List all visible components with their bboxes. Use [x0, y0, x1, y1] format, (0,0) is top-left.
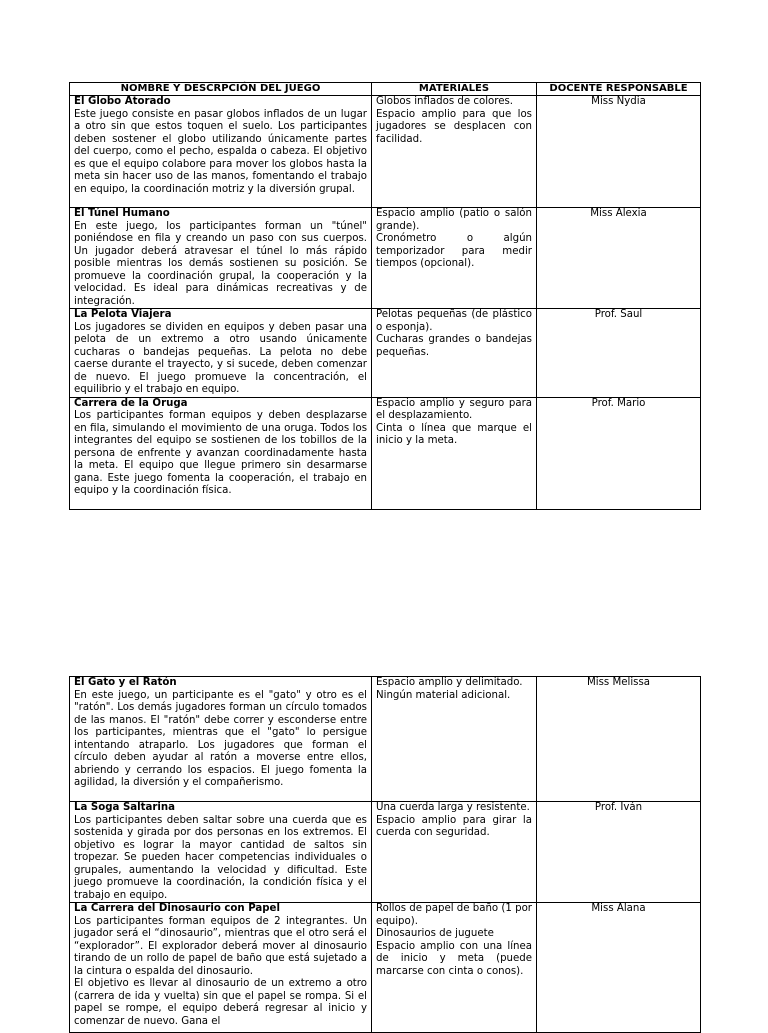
- table-row: [70, 309, 701, 398]
- teacher-cell: Miss Nydia: [537, 96, 701, 208]
- game-name: La Pelota Viajera: [74, 309, 172, 320]
- game-name: El Globo Atorado: [74, 96, 171, 107]
- game-description: Este juego consiste en pasar globos inflados de un lugar a otro sin que estos toquen el suelo. Los participantes deben sostener el globo utilizando únicamente partes del cuerpo, como el pecho, espalda o cabeza. El objetivo es que el equipo colabore para mover los globos hasta la meta sin hacer uso de las manos, fomentando el trabajo en equipo, la coordinación motriz y la diversión grupal.: [74, 108, 367, 195]
- table-row: [70, 208, 701, 309]
- teacher-cell: Prof. Saul: [537, 309, 701, 398]
- game-cell: [70, 677, 372, 802]
- teacher-cell: Miss Melissa: [537, 677, 701, 802]
- material-item: Espacio amplio para que los jugadores se desplacen con facilidad.: [376, 108, 532, 145]
- game-name: La Carrera del Dinosaurio con Papel: [74, 903, 280, 914]
- games-table-2: [69, 676, 701, 1033]
- game-description-continued: El objetivo es llevar al dinosaurio de un extremo a otro (carrera de ida y vuelta) sin que el papel se rompa. Si el papel se rompe, el equipo deberá regresar al inicio y comenzar de nuevo. Gana el: [74, 978, 367, 1027]
- games-table-1: [69, 82, 701, 510]
- material-item: Cronómetro o algún temporizador para medir tiempos (opcional).: [376, 233, 532, 269]
- table-row: [70, 802, 701, 903]
- teacher-cell: Miss Alexia: [537, 208, 701, 309]
- table-row: [70, 903, 701, 1033]
- game-cell: [70, 802, 372, 903]
- game-description: Los participantes forman equipos de 2 integrantes. Un jugador será el “dinosaurio”, mientras que el otro será el “explorador”. El explorador deberá mover al dinosaurio tirando de un rollo de papel de baño que está sujetado a la cintura o espalda del dinosaurio.: [74, 915, 367, 977]
- materials-cell: [372, 677, 537, 802]
- materials-cell: [372, 96, 537, 208]
- material-item: Espacio amplio y seguro para el desplazamiento.: [376, 397, 532, 421]
- game-description: Los participantes forman equipos y deben desplazarse en fila, simulando el movimiento de una oruga. Todos los integrantes del equipo se sostienen de los tobillos de la persona de enfrente y avanzan coordinadamente hasta la meta. El equipo que llegue primero sin desarmarse gana. Este juego fomenta la cooperación, el trabajo en equipo y la coordinación física.: [74, 410, 367, 496]
- game-description: Los jugadores se dividen en equipos y deben pasar una pelota de un extremo a otro usando únicamente cucharas o bandejas pequeñas. La pelota no debe caerse durante el trayecto, y si sucede, deben comenzar de nuevo. El juego promueve la concentración, el equilibrio y el trabajo en equipo.: [74, 321, 367, 395]
- material-item: Dinosaurios de juguete: [376, 928, 494, 939]
- table-header-row: [70, 83, 701, 96]
- materials-cell: [372, 397, 537, 509]
- teacher-cell: Miss Alana: [537, 903, 701, 1033]
- header-name-description: NOMBRE Y DESCRPCIÓN DEL JUEGO: [70, 83, 372, 96]
- game-cell: [70, 309, 372, 398]
- material-item: Pelotas pequeñas (de plástico o esponja).: [376, 309, 532, 333]
- game-cell: [70, 96, 372, 208]
- game-name: La Soga Saltarina: [74, 802, 176, 813]
- material-item: Espacio amplio para girar la cuerda con seguridad.: [376, 814, 532, 838]
- header-teacher: DOCENTE RESPONSABLE: [537, 83, 701, 96]
- material-item: Globos inflados de colores.: [376, 96, 514, 107]
- game-description: En este juego, los participantes forman un "túnel" poniéndose en fila y creando un paso con sus cuerpos. Un jugador deberá atravesar el túnel lo más rápido posible mientras los demás sostienen su posición. Se promueve la coordinación grupal, la cooperación y la velocidad. Es ideal para dinámicas recreativas y de integración.: [74, 220, 367, 307]
- material-item: Una cuerda larga y resistente.: [376, 802, 530, 813]
- materials-cell: [372, 208, 537, 309]
- material-item: Rollos de papel de baño (1 por equipo).: [376, 903, 532, 927]
- material-item: Cinta o línea que marque el inicio y la meta.: [376, 422, 532, 446]
- table-row: [70, 397, 701, 509]
- game-cell: [70, 903, 372, 1033]
- material-item: Espacio amplio (patio o salón grande).: [376, 208, 532, 232]
- game-name: El Gato y el Ratón: [74, 677, 177, 688]
- game-cell: [70, 208, 372, 309]
- materials-cell: [372, 309, 537, 398]
- material-item: Espacio amplio y delimitado.: [376, 677, 523, 688]
- header-materials: MATERIALES: [372, 83, 537, 96]
- teacher-cell: Prof. Iván: [537, 802, 701, 903]
- material-item: Ningún material adicional.: [376, 689, 511, 701]
- teacher-cell: Prof. Mario: [537, 397, 701, 509]
- materials-cell: [372, 903, 537, 1033]
- game-description: En este juego, un participante es el "gato" y otro es el "ratón". Los demás jugadores forman un círculo tomados de las manos. El "ratón" debe correr y esconderse entre los participantes, mientras que el "gato" lo persigue intentando atraparlo. Los jugadores que forman el círculo deben ayudar al ratón a moverse entre ellos, abriendo y cerrando los espacios. El juego fomenta la agilidad, la diversión y el compañerismo.: [74, 689, 367, 788]
- game-description: Los participantes deben saltar sobre una cuerda que es sostenida y girada por dos personas en los extremos. El objetivo es lograr la mayor cantidad de saltos sin tropezar. Se pueden hacer competencias individuales o grupales, aumentando la velocidad y dificultad. Este juego promueve la coordinación, la condición física y el trabajo en equipo.: [74, 814, 367, 901]
- material-item: Espacio amplio con una línea de inicio y meta (puede marcarse con cinta o conos).: [376, 940, 532, 977]
- game-name: Carrera de la Oruga: [74, 397, 188, 409]
- materials-cell: [372, 802, 537, 903]
- game-name: El Túnel Humano: [74, 208, 170, 219]
- game-cell: [70, 397, 372, 509]
- table-row: [70, 677, 701, 802]
- material-item: Cucharas grandes o bandejas pequeñas.: [376, 334, 532, 358]
- table-row: [70, 96, 701, 208]
